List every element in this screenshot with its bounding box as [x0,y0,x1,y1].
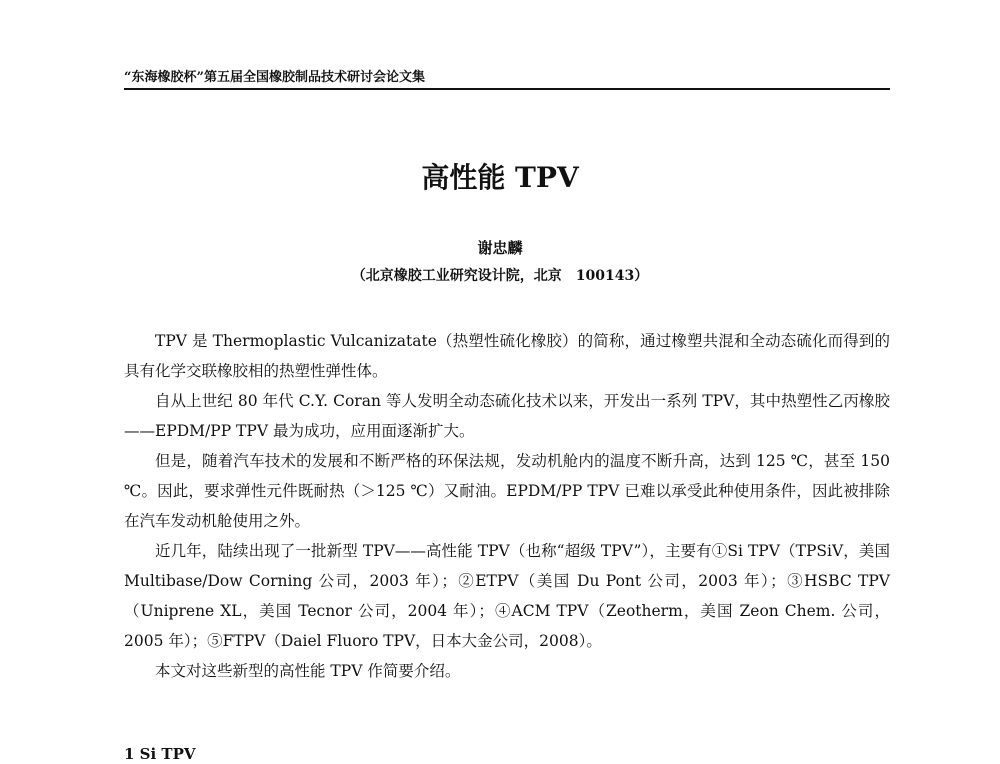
running-header: “东海橡胶杯”第五届全国橡胶制品技术研讨会论文集 [124,70,890,90]
paragraph: TPV 是 Thermoplastic Vulcanizatate（热塑性硫化橡胶）的简称，通过橡塑共混和全动态硫化而得到的具有化学交联橡胶相的热塑性弹性体。 [124,332,890,380]
author-affiliation: （北京橡胶工业研究设计院，北京 100143） [351,268,649,284]
paragraph: 本文对这些新型的高性能 TPV 作简要介绍。 [155,662,461,680]
paper-title: 高性能 TPV [421,161,579,194]
paper-body [124,326,890,686]
author-name: 谢忠麟 [477,239,523,257]
paragraph: 近几年，陆续出现了一批新型 TPV——高性能 TPV（也称“超级 TPV”），主要有①Si TPV（TPSiV，美国 Multibase/Dow Corning 公司，2003 年）；②ETPV（美国 Du Pont 公司，2003 年）；③HSBC TPV（Uniprene XL，美国 Tecnor 公司，2004 年）；④ACM TPV（Zeotherm，美国 Zeon Chem. 公司，2005 年）；⑤FTPV（Daiel Fluoro TPV，日本大金公司，2008）。 [124,542,890,650]
paragraph: 但是，随着汽车技术的发展和不断严格的环保法规，发动机舱内的温度不断升高，达到 125 ℃，甚至 150 ℃。因此，要求弹性元件既耐热（＞125 ℃）又耐油。EPDM/PP TPV 已难以承受此种使用条件，因此被排除在汽车发动机舱使用之外。 [124,452,890,530]
section-heading: 1 Si TPV [124,745,196,763]
paragraph: 自从上世纪 80 年代 C.Y. Coran 等人发明全动态硫化技术以来，开发出一系列 TPV，其中热塑性乙丙橡胶——EPDM/PP TPV 最为成功，应用面逐渐扩大。 [124,392,890,440]
